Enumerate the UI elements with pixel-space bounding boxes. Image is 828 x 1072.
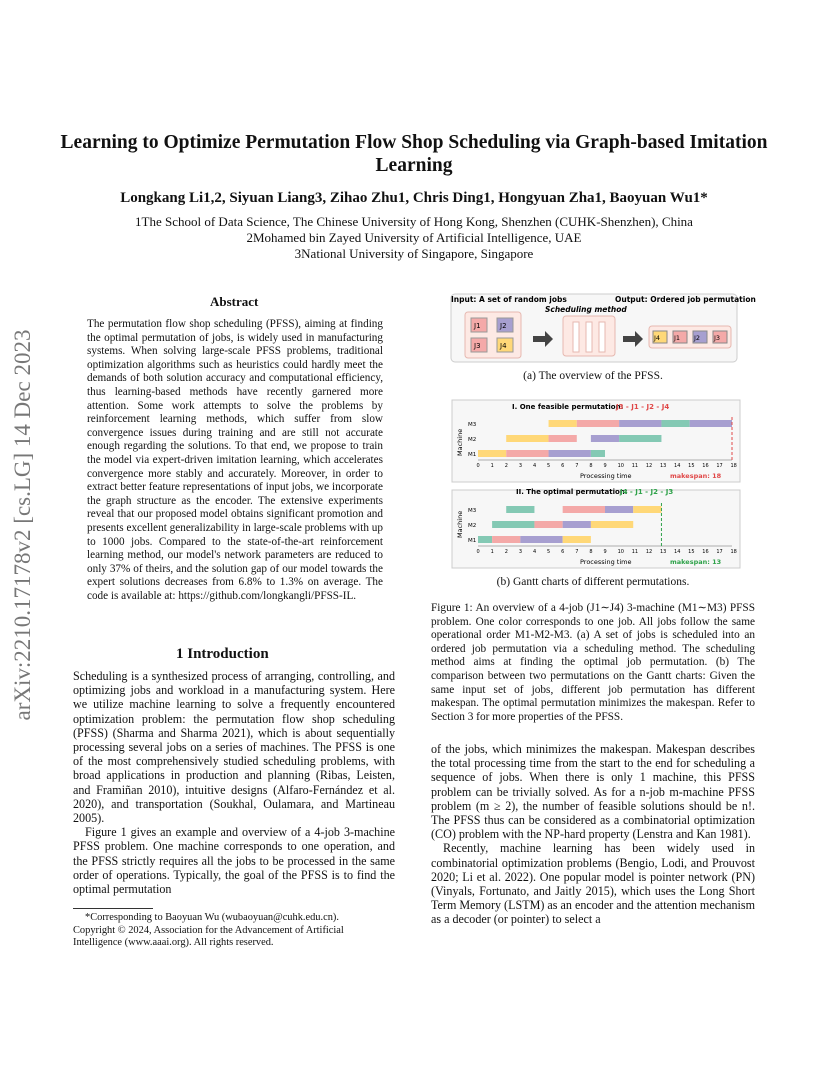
gantt-bar-j3	[633, 506, 661, 513]
x-tick-label: 3	[518, 549, 523, 555]
x-tick-label: 18	[730, 463, 737, 469]
method-bar-icon	[573, 322, 579, 352]
x-tick-label: 13	[659, 549, 667, 555]
gantt-bar-j4	[619, 435, 661, 442]
gantt-panel-2	[452, 490, 740, 568]
method-bar-icon	[599, 322, 605, 352]
x-tick-label: 6	[561, 463, 565, 469]
gantt-bar-j2	[591, 435, 619, 442]
x-tick-label: 17	[716, 549, 723, 555]
intro-paragraph-2: Figure 1 gives an example and overview of a 4-job 3-machine PFSS problem. One machine corresponds to one operation, and the PFSS strictly requires all the jobs to be processed in the same order of operations. Typically, the goal of the PFSS is to find the optimal permutation	[73, 825, 395, 897]
x-tick-label: 10	[617, 549, 624, 555]
gantt-1-makespan: makespan: 18	[670, 472, 722, 480]
figure-1a	[445, 290, 756, 365]
gantt-2-makespan: makespan: 13	[670, 558, 722, 566]
gantt-bar-j4	[591, 450, 605, 457]
x-tick-label: 1	[490, 549, 494, 555]
job-label-j3: J3	[474, 342, 481, 350]
x-tick-label: 7	[575, 549, 579, 555]
x-tick-label: 9	[603, 549, 607, 555]
output-job-label: J1	[674, 334, 681, 342]
x-tick-label: 7	[575, 463, 579, 469]
gantt-bar-j3	[563, 536, 591, 543]
job-label-j4: J4	[500, 342, 507, 350]
x-tick-label: 14	[674, 549, 681, 555]
paper-title: Learning to Optimize Permutation Flow Shop Scheduling via Graph-based Imitation Learning	[60, 132, 768, 176]
x-tick-label: 16	[702, 463, 709, 469]
gantt-2-xlabel: Processing time	[580, 558, 632, 566]
fig-a-caption: (a) The overview of the PFSS.	[523, 370, 663, 382]
gantt-bar-j4	[478, 536, 492, 543]
output-job-label: J3	[714, 334, 721, 342]
machine-label: M3	[468, 508, 477, 514]
arxiv-watermark: arXiv:2210.17178v2 [cs.LG] 14 Dec 2023	[10, 329, 35, 721]
x-tick-label: 1	[490, 463, 494, 469]
gantt-bar-j3	[591, 521, 633, 528]
gantt-bar-j4	[661, 420, 689, 427]
x-tick-label: 12	[645, 463, 653, 469]
job-label-j2: J2	[500, 322, 507, 330]
machine-label: M1	[468, 452, 477, 458]
footnote	[73, 912, 395, 950]
x-tick-label: 5	[547, 549, 551, 555]
gantt-1-ylabel: Machine	[456, 428, 464, 456]
gantt-bar-j1	[534, 521, 562, 528]
col2-paragraph-2: Recently, machine learning has been widely used in combinatorial optimization problems (Bengio, Lodi, and Prouvost 2020; Li et al. 2022). One popular model is pointer network (PN) (Vinyals, Fortunato, and Jaitly 2015), which uses the Long Short Term Memory (LSTM) as an encoder and the attention mechanism as a decoder (or pointer) to select a	[431, 841, 755, 927]
x-tick-label: 9	[603, 463, 607, 469]
job-label-j1: J1	[474, 322, 481, 330]
fig-a-output-label: Output: Ordered job permutation	[615, 295, 756, 304]
affiliation-2: 2Mohamed bin Zayed University of Artificial Intelligence, UAE	[246, 230, 582, 245]
fig-a-method-label: Scheduling method	[545, 305, 627, 314]
affiliation-1: 1The School of Data Science, The Chinese University of Hong Kong, Shenzhen (CUHK-Shenzhen), China	[135, 214, 693, 229]
affiliation-3: 3National University of Singapore, Singapore	[294, 246, 534, 261]
gantt-bar-j3	[478, 450, 506, 457]
x-tick-label: 4	[532, 463, 537, 469]
abstract-text: The permutation flow shop scheduling (PFSS), aiming at finding the optimal permutation of jobs, is widely used in manufacturing systems. When solving large-scale PFSS problems, traditional optimization algorithms such as heuristics could hardly meet the demands of both solution accuracy and computational efficiency, thus learning-based methods have recently garnered more attention. Some work attempts to solve the problems by reinforcement learning methods, which suffer from slow convergence issues during training and are still not accurate enough regarding the solutions. To that end, we propose to train the model via expert-driven imitation learning, which accelerates convergence more stably and accurately. Moreover, in order to extract better feature representations of input jobs, we incorporate the graph structure as the encoder. The extensive experiments reveal that our proposed model obtains significant promotion and presents excellent generalizability in large-scale problems with up to 1000 jobs. Compared to the state-of-the-art reinforcement learning method, our model's network parameters are reduced to only 37% of theirs, and the solution gap of our model towards the expert solutions decreases from 6.8% to 1.3% on average. The code is available at: https://github.com/longkangli/PFSS-IL.	[87, 318, 383, 602]
gantt-bar-j1	[549, 435, 577, 442]
x-tick-label: 0	[476, 549, 480, 555]
gantt-bar-j2	[563, 521, 591, 528]
col2-paragraph-1: of the jobs, which minimizes the makespan. Makespan describes the total processing time from the start to the end for scheduling a sequence of jobs. When there is only 1 machine, this PFSS problem can be trivially solved. As for a n-job m-machine PFSS problem (m ≥ 2), the number of feasible solutions should be n!. The PFSS thus can be considered as a combinatorial optimization (CO) problem with the NP-hard property (Lenstra and Kan 1981).	[431, 742, 755, 842]
x-tick-label: 13	[659, 463, 667, 469]
x-tick-label: 11	[631, 549, 639, 555]
gantt-bar-j2	[520, 536, 562, 543]
x-tick-label: 8	[589, 549, 593, 555]
x-tick-label: 4	[532, 549, 537, 555]
intro-paragraph-1: Scheduling is a synthesized process of arranging, controlling, and optimizing jobs and workload in a manufacturing system. Here we utilize machine learning to solve a frequently encountered optimization problem: the permutation flow shop scheduling (PFSS) (Sharma and Sharma 2021), which is about sequentially processing several jobs on a series of machines. The PFSS is one of the most comprehensively studied scheduling problems, with broad applications in production and planning (Ribas, Leisten, and Framiñan 2010), intuitive designs (Alfaro-Fernández et al. 2020), and transportation (Soukhal, Oulamara, and Martineau 2005).	[73, 669, 395, 826]
gantt-bar-j3	[549, 420, 577, 427]
x-tick-label: 2	[504, 463, 508, 469]
x-tick-label: 16	[702, 549, 709, 555]
gantt-bar-j1	[506, 450, 548, 457]
author-list: Longkang Li1,2, Siyuan Liang3, Zihao Zhu1, Chris Ding1, Hongyuan Zha1, Baoyuan Wu1*	[120, 190, 708, 206]
output-job-label: J4	[654, 334, 661, 342]
output-job-label: J2	[694, 334, 701, 342]
figure-1b-gantt	[450, 398, 742, 570]
gantt-bar-j2	[605, 506, 633, 513]
x-tick-label: 15	[688, 549, 695, 555]
x-tick-label: 10	[617, 463, 624, 469]
machine-label: M2	[468, 523, 477, 529]
intro-paragraph	[73, 669, 395, 896]
gantt-bar-j2	[549, 450, 591, 457]
gantt-1-title: I. One feasible permutation:	[512, 403, 624, 411]
gantt-2-ylabel: Machine	[456, 510, 464, 538]
section-heading: 1 Introduction	[176, 646, 269, 662]
footnote-rule	[73, 908, 153, 909]
gantt-bar-j4	[506, 506, 534, 513]
fig-a-input-label: Input: A set of random jobs	[451, 295, 567, 304]
footnote-copyright: Copyright © 2024, Association for the Advancement of Artificial Intelligence (www.aaai.org). All rights reserved.	[73, 924, 344, 948]
x-tick-label: 18	[730, 549, 737, 555]
machine-label: M3	[468, 422, 477, 428]
footnote-corresponding: *Corresponding to Baoyuan Wu (wubaoyuan@cuhk.edu.cn).	[85, 912, 339, 923]
figure-caption: Figure 1: An overview of a 4-job (J1∼J4) 3-machine (M1∼M3) PFSS problem. One color corresponds to one job. All jobs follow the same operational order M1-M2-M3. (a) A set of jobs is scheduled into an ordered job permutation via a scheduling method. The scheduling method aims at finding the optimal job permutation. (b) The comparison between two permutations on the Gantt charts: Given the same input set of jobs, different job permutation has different makespan. The optimal permutation minimizes the makespan. Refer to Section 3 for more properties of the PFSS.	[431, 602, 755, 723]
machine-label: M1	[468, 538, 477, 544]
gantt-bar-j4	[492, 521, 534, 528]
gantt-2-title: II. The optimal permutation:	[516, 488, 628, 496]
method-bar-icon	[586, 322, 592, 352]
x-tick-label: 14	[674, 463, 681, 469]
gantt-bar-j2	[619, 420, 661, 427]
x-tick-label: 6	[561, 549, 565, 555]
x-tick-label: 2	[504, 549, 508, 555]
x-tick-label: 12	[645, 549, 653, 555]
machine-label: M2	[468, 437, 477, 443]
x-tick-label: 11	[631, 463, 639, 469]
x-tick-label: 5	[547, 463, 551, 469]
gantt-bar-j3	[506, 435, 548, 442]
x-tick-label: 0	[476, 463, 480, 469]
x-tick-label: 8	[589, 463, 593, 469]
gantt-bar-j1	[577, 420, 619, 427]
gantt-bar-j1	[492, 536, 520, 543]
gantt-1-xlabel: Processing time	[580, 472, 632, 480]
fig-b-caption: (b) Gantt charts of different permutations.	[496, 576, 690, 588]
column-2-text	[431, 742, 755, 927]
x-tick-label: 3	[518, 463, 523, 469]
abstract-heading: Abstract	[210, 294, 259, 309]
gantt-bar-j1	[563, 506, 605, 513]
x-tick-label: 15	[688, 463, 695, 469]
x-tick-label: 17	[716, 463, 723, 469]
gantt-bar-j2b	[690, 420, 732, 427]
gantt-1-perm: J3 - J1 - J2 - J4	[616, 403, 670, 411]
gantt-2-perm: J4 - J1 - J2 - J3	[620, 488, 674, 496]
